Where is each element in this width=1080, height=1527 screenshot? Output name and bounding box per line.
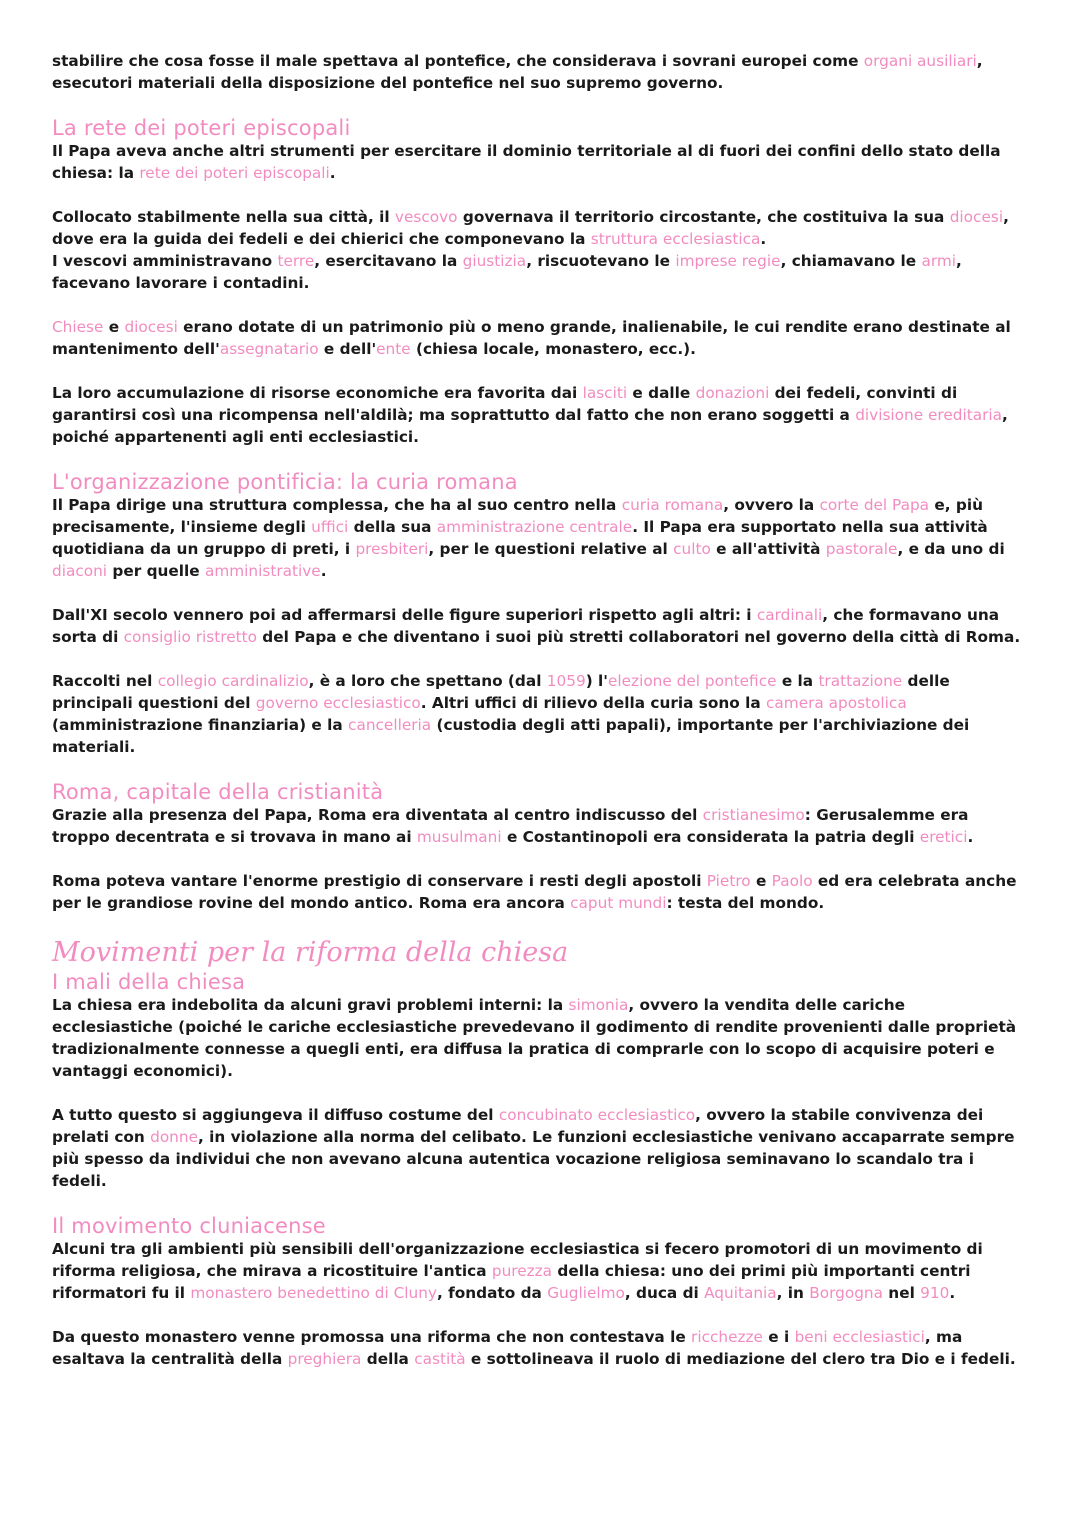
- highlighted-term: 1059: [546, 672, 586, 690]
- text-run: erano dotate di un patrimonio più o meno grande, inalienabile, le cui rendite erano destinate al mantenimento dell': [52, 318, 1011, 358]
- text-run: e sottolineava il ruolo di mediazione del clero tra Dio e i fedeli.: [465, 1350, 1016, 1368]
- highlighted-term: Borgogna: [809, 1284, 883, 1302]
- text-run: (custodia degli atti papali), importante per l'archiviazione dei materiali.: [52, 716, 970, 756]
- paragraph: [52, 316, 1028, 360]
- text-run: e: [103, 318, 125, 336]
- text-run: .: [967, 828, 974, 846]
- text-run: , riscuotevano le: [526, 252, 676, 270]
- section-heading: Roma, capitale della cristianità: [52, 780, 384, 804]
- highlighted-term: concubinato ecclesiastico: [498, 1106, 696, 1124]
- highlighted-term: vescovo: [394, 208, 458, 226]
- text-run: , per le questioni relative al: [428, 540, 674, 558]
- paragraph: [52, 382, 1028, 448]
- highlighted-term: purezza: [491, 1262, 553, 1280]
- highlighted-term: ente: [376, 340, 411, 358]
- text-run: dei fedeli, convinti di garantirsi così una ricompensa nell'aldilà; ma soprattutto dal fatto che non erano soggetti a: [52, 384, 958, 424]
- text-run: , ovvero la stabile convivenza dei prelati con: [52, 1106, 984, 1146]
- highlighted-term: Paolo: [771, 872, 813, 890]
- text-run: , in: [776, 1284, 810, 1302]
- highlighted-term: amministrative: [204, 562, 321, 580]
- text-run: ) l': [585, 672, 608, 690]
- text-run: La chiesa era indebolita da alcuni gravi problemi interni: la: [52, 996, 569, 1014]
- text-run: Alcuni tra gli ambienti più sensibili dell'organizzazione ecclesiastica si fecero promotori di un movimento di riforma religiosa, che mirava a ricostituire l'antica: [52, 1240, 983, 1280]
- text-run: delle principali questioni del: [52, 672, 950, 712]
- paragraph: [52, 670, 1028, 758]
- text-run: e dell': [318, 340, 377, 358]
- text-run: , chiamavano le: [780, 252, 922, 270]
- highlighted-term: beni ecclesiastici: [794, 1328, 925, 1346]
- text-run: , dove era la guida dei fedeli e dei chierici che componevano la: [52, 208, 1009, 248]
- highlighted-term: consiglio ristretto: [123, 628, 257, 646]
- highlighted-term: giustizia: [462, 252, 527, 270]
- highlighted-term: cardinali: [756, 606, 823, 624]
- paragraph: [52, 804, 1028, 848]
- text-run: ed era celebrata anche per le grandiose rovine del mondo antico. Roma era ancora: [52, 872, 1017, 912]
- text-run: , esercitavano la: [314, 252, 463, 270]
- highlighted-term: castità: [414, 1350, 466, 1368]
- text-run: .: [320, 562, 327, 580]
- text-run: , ovvero la: [723, 496, 820, 514]
- highlighted-term: donne: [150, 1128, 198, 1146]
- paragraph: [52, 140, 1028, 184]
- paragraph: [52, 604, 1028, 648]
- text-run: Dall'XI secolo vennero poi ad affermarsi delle figure superiori rispetto agli altri: i: [52, 606, 757, 624]
- text-run: , che formavano una sorta di: [52, 606, 1000, 646]
- section-heading: La rete dei poteri episcopali: [52, 116, 351, 140]
- highlighted-term: curia romana: [621, 496, 724, 514]
- text-run: (amministrazione finanziaria) e la: [52, 716, 349, 734]
- highlighted-term: preghiera: [287, 1350, 362, 1368]
- highlighted-term: diocesi: [124, 318, 178, 336]
- highlighted-term: ricchezze: [691, 1328, 763, 1346]
- text-run: .: [760, 230, 767, 248]
- highlighted-term: lasciti: [582, 384, 628, 402]
- highlighted-term: musulmani: [416, 828, 502, 846]
- text-run: , poiché appartenenti agli enti ecclesiastici.: [52, 406, 1008, 446]
- highlighted-term: corte del Papa: [819, 496, 930, 514]
- highlighted-term: uffici: [311, 518, 349, 536]
- text-run: , fondato da: [436, 1284, 548, 1302]
- text-run: per quelle: [107, 562, 205, 580]
- text-run: e dalle: [627, 384, 696, 402]
- paragraph: [52, 206, 1028, 294]
- text-run: . Altri uffici di rilievo della curia sono la: [420, 694, 767, 712]
- text-run: governava il territorio circostante, che costituiva la sua: [457, 208, 950, 226]
- highlighted-term: cristianesimo: [702, 806, 805, 824]
- highlighted-term: culto: [673, 540, 711, 558]
- text-run: Grazie alla presenza del Papa, Roma era diventata al centro indiscusso del: [52, 806, 703, 824]
- highlighted-term: Pietro: [706, 872, 751, 890]
- text-run: Collocato stabilmente nella sua città, il: [52, 208, 395, 226]
- text-run: e, più precisamente, l'insieme degli: [52, 496, 983, 536]
- highlighted-term: elezione del pontefice: [607, 672, 777, 690]
- text-run: Da questo monastero venne promossa una riforma che non contestava le: [52, 1328, 692, 1346]
- text-run: nel: [882, 1284, 921, 1302]
- section-heading: I mali della chiesa: [52, 970, 246, 994]
- highlighted-term: rete dei poteri episcopali: [139, 164, 330, 182]
- highlighted-term: Aquitania: [704, 1284, 777, 1302]
- text-run: : Gerusalemme era troppo decentrata e si trovava in mano ai: [52, 806, 969, 846]
- text-run: stabilire che cosa fosse il male spettava al pontefice, che considerava i sovrani europei come: [52, 52, 864, 70]
- highlighted-term: monastero benedettino di Cluny: [190, 1284, 437, 1302]
- highlighted-term: struttura ecclesiastica: [590, 230, 761, 248]
- text-run: , duca di: [624, 1284, 705, 1302]
- text-run: Roma poteva vantare l'enorme prestigio di conservare i resti degli apostoli: [52, 872, 707, 890]
- text-run: , è a loro che spettano (dal: [308, 672, 547, 690]
- text-run: Il Papa dirige una struttura complessa, che ha al suo centro nella: [52, 496, 622, 514]
- text-run: .: [329, 164, 336, 182]
- highlighted-term: diocesi: [949, 208, 1004, 226]
- text-run: : testa del mondo.: [666, 894, 825, 912]
- paragraph: [52, 870, 1028, 914]
- text-run: , esecutori materiali della disposizione del pontefice nel suo supremo governo.: [52, 52, 983, 92]
- text-run: La loro accumulazione di risorse economiche era favorita dai: [52, 384, 583, 402]
- paragraph: [52, 994, 1028, 1082]
- text-run: I vescovi amministravano: [52, 252, 278, 270]
- section-heading: Il movimento cluniacense: [52, 1214, 326, 1238]
- highlighted-term: camera apostolica: [766, 694, 907, 712]
- highlighted-term: pastorale: [825, 540, 898, 558]
- text-run: e la: [776, 672, 819, 690]
- paragraph: [52, 494, 1028, 582]
- text-run: Il Papa aveva anche altri strumenti per esercitare il dominio territoriale al di fuori dei confini dello stato della chiesa: la: [52, 142, 1001, 182]
- text-run: della sua: [348, 518, 437, 536]
- text-run: e Costantinopoli era considerata la patria degli: [501, 828, 920, 846]
- text-run: , ma esaltava la centralità della: [52, 1328, 963, 1368]
- text-run: .: [949, 1284, 956, 1302]
- highlighted-term: trattazione: [818, 672, 903, 690]
- text-run: A tutto questo si aggiungeva il diffuso costume del: [52, 1106, 499, 1124]
- section-heading: L'organizzazione pontificia: la curia romana: [52, 470, 518, 494]
- text-run: , in violazione alla norma del celibato. Le funzioni ecclesiastiche venivano accaparrate sempre più spesso da individui che non avevano alcuna autentica vocazione religiosa seminavano lo scandalo tra i fedeli.: [52, 1128, 1015, 1190]
- text-run: , ovvero la vendita delle cariche ecclesiastiche (poiché le cariche ecclesiastiche prevedevano il godimento di rendite provenienti dalle proprietà tradizionalmente connesse a quegli enti, era diffusa la pratica di comprarle con lo scopo di acquisire poteri e vantaggi economici).: [52, 996, 1017, 1080]
- highlighted-term: armi: [921, 252, 956, 270]
- highlighted-term: caput mundi: [570, 894, 667, 912]
- text-run: e all'attività: [710, 540, 826, 558]
- highlighted-term: presbiteri: [355, 540, 429, 558]
- highlighted-term: simonia: [568, 996, 629, 1014]
- text-run: della chiesa: uno dei primi più importanti centri riformatori fu il: [52, 1262, 971, 1302]
- highlighted-term: Chiese: [52, 318, 104, 336]
- highlighted-term: divisione ereditaria: [855, 406, 1003, 424]
- text-run: e i: [762, 1328, 795, 1346]
- text-run: , facevano lavorare i contadini.: [52, 252, 962, 292]
- paragraph: [52, 1238, 1028, 1304]
- paragraph: [52, 1104, 1028, 1192]
- highlighted-term: governo ecclesiastico: [255, 694, 421, 712]
- text-run: della: [361, 1350, 415, 1368]
- highlighted-term: cancelleria: [348, 716, 432, 734]
- highlighted-term: eretici: [919, 828, 968, 846]
- highlighted-term: assegnatario: [219, 340, 319, 358]
- text-run: Raccolti nel: [52, 672, 158, 690]
- highlighted-term: 910: [920, 1284, 950, 1302]
- highlighted-term: collegio cardinalizio: [157, 672, 309, 690]
- text-run: . Il Papa era supportato nella sua attività quotidiana da un gruppo di preti, i: [52, 518, 988, 558]
- highlighted-term: Guglielmo: [547, 1284, 625, 1302]
- text-run: del Papa e che diventano i suoi più stretti collaboratori nel governo della città di Roma.: [256, 628, 1021, 646]
- chapter-title: Movimenti per la riforma della chiesa: [52, 937, 569, 968]
- highlighted-term: amministrazione centrale: [436, 518, 633, 536]
- highlighted-term: terre: [277, 252, 315, 270]
- highlighted-term: donazioni: [695, 384, 770, 402]
- highlighted-term: diaconi: [52, 562, 108, 580]
- text-run: , e da uno di: [897, 540, 1005, 558]
- text-run: (chiesa locale, monastero, ecc.).: [410, 340, 696, 358]
- paragraph: [52, 1326, 1028, 1370]
- text-run: e: [750, 872, 772, 890]
- paragraph: [52, 50, 1028, 94]
- highlighted-term: imprese regie: [675, 252, 781, 270]
- highlighted-term: organi ausiliari: [863, 52, 977, 70]
